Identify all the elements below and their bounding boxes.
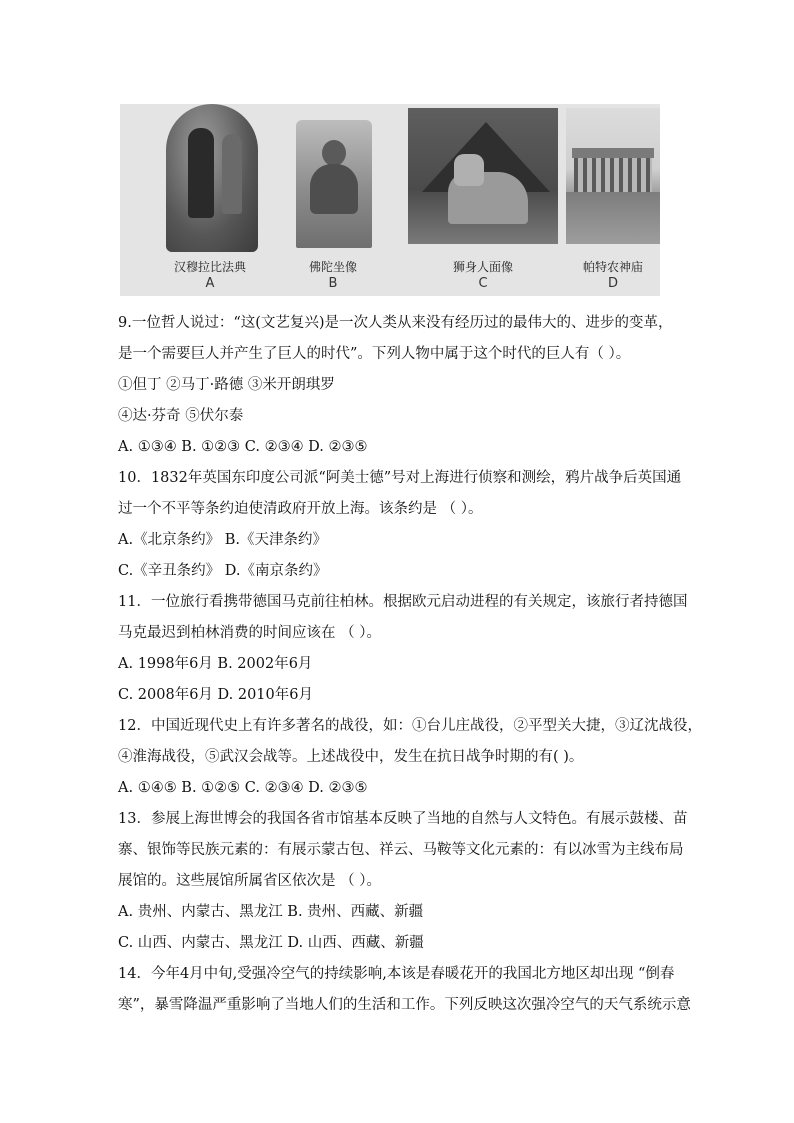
figure-caption: 帕特农神庙 bbox=[582, 260, 643, 274]
figure-caption: 狮身人面像 bbox=[452, 260, 513, 274]
text-line: C. 山西、内蒙古、黑龙江 D. 山西、西藏、新疆 bbox=[118, 935, 424, 951]
text-line: ④淮海战役，⑤武汉会战等。上述战役中，发生在抗日战争时期的有( )。 bbox=[118, 749, 584, 765]
text-line: 寨、银饰等民族元素的：有展示蒙古包、祥云、马鞍等文化元素的：有以冰雪为主线布局 bbox=[118, 842, 684, 858]
figure-letter: D bbox=[607, 276, 618, 291]
text-line: C. 2008年6月 D. 2010年6月 bbox=[118, 687, 313, 703]
text-line: 11．一位旅行看携带德国马克前往柏林。根据欧元启动进程的有关规定，该旅行者持德国 bbox=[118, 594, 688, 610]
text-line: 12．中国近现代史上有许多著名的战役，如：①台儿庄战役，②平型关大捷，③辽沈战役， bbox=[118, 718, 702, 734]
hammurabi-stele-photo bbox=[166, 104, 258, 252]
figure-caption: 汉穆拉比法典 bbox=[173, 260, 246, 274]
text-line: A.《北京条约》 B.《天津条约》 bbox=[118, 532, 327, 548]
sphinx-photo bbox=[408, 108, 558, 244]
figure-letter: A bbox=[205, 276, 215, 291]
buddha-statue-photo bbox=[296, 120, 372, 248]
text-line: A. ①③④ B. ①②③ C. ②③④ D. ②③⑤ bbox=[118, 439, 368, 455]
figure-letter: C bbox=[478, 276, 488, 291]
figure-b bbox=[288, 104, 378, 296]
text-line: 展馆的。这些展馆所属省区依次是 （ ）。 bbox=[118, 873, 381, 889]
text-line: 是一个需要巨人并产生了巨人的时代”。下列人物中属于这个时代的巨人有（ ）。 bbox=[118, 346, 631, 362]
text-line: A. ①④⑤ B. ①②⑤ C. ②③④ D. ②③⑤ bbox=[118, 780, 368, 796]
figure-a bbox=[150, 104, 270, 296]
text-line: 过一个不平等条约迫使清政府开放上海。该条约是 （ ）。 bbox=[118, 501, 483, 517]
text-line: ④达·芬奇 ⑤伏尔泰 bbox=[118, 408, 244, 424]
figure-d bbox=[566, 104, 660, 296]
text-line: 14．今年4月中旬,受强冷空气的持续影响,本该是春暖花开的我国北方地区却出现 “倒春 bbox=[118, 966, 675, 982]
text-line: 马克最迟到柏林消费的时间应该在 （ ）。 bbox=[118, 625, 381, 641]
figure-letter: B bbox=[328, 276, 338, 291]
text-line: 9.一位哲人说过：“这(文艺复兴)是一次人类从来没有经历过的最伟大的、进步的变革， bbox=[118, 315, 673, 331]
text-line: ①但丁 ②马丁·路德 ③米开朗琪罗 bbox=[118, 377, 335, 393]
text-line: A. 1998年6月 B. 2002年6月 bbox=[118, 656, 313, 672]
text-line: 10．1832年英国东印度公司派“阿美士德”号对上海进行侦察和测绘，鸦片战争后英国通 bbox=[118, 470, 682, 486]
figure-strip bbox=[120, 104, 660, 296]
figure-caption: 佛陀坐像 bbox=[308, 260, 357, 274]
parthenon-photo bbox=[566, 108, 660, 244]
text-line: C.《辛丑条约》 D.《南京条约》 bbox=[118, 563, 328, 579]
figure-c bbox=[408, 104, 558, 296]
text-line: 寒”，暴雪降温严重影响了当地人们的生活和工作。下列反映这次强冷空气的天气系统示意 bbox=[118, 997, 691, 1013]
text-line: 13．参展上海世博会的我国各省市馆基本反映了当地的自然与人文特色。有展示鼓楼、苗 bbox=[118, 811, 688, 827]
text-line: A. 贵州、内蒙古、黑龙江 B. 贵州、西藏、新疆 bbox=[118, 904, 424, 920]
question-text bbox=[118, 308, 702, 1021]
